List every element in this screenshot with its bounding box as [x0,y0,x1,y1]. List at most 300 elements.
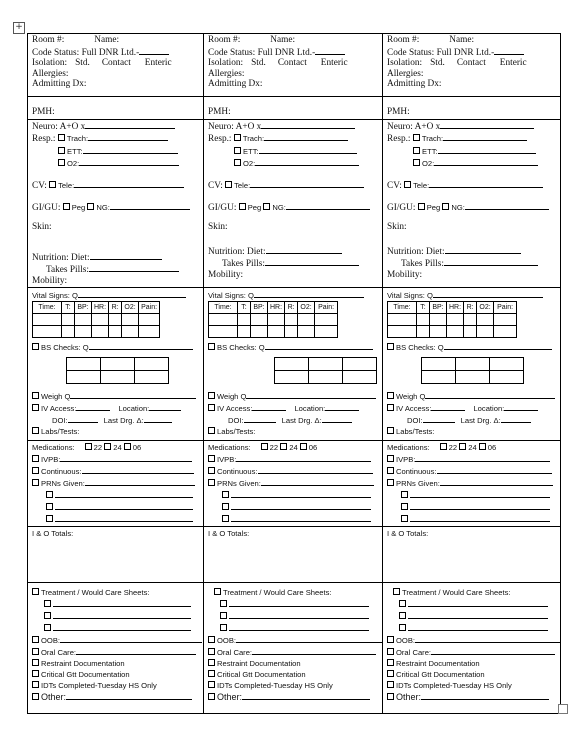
continuous-line[interactable] [437,465,552,474]
treatment-checkbox[interactable] [214,588,221,595]
isolation-enteric: Enteric [144,58,172,69]
vital-signs-line[interactable] [78,289,186,298]
prn-item-line[interactable] [55,513,193,522]
med-06-checkbox[interactable] [300,443,307,450]
bs-cell[interactable] [67,358,101,371]
bs-checks-line[interactable] [89,341,193,350]
resp-label: Resp.: [32,134,56,145]
vs-cell[interactable] [315,314,338,326]
med-22-checkbox[interactable] [85,443,92,450]
vs-col-header: Time: [33,302,62,314]
bs-checks-checkbox[interactable] [32,343,39,350]
systems-cell [383,97,561,288]
ett-checkbox[interactable] [413,147,420,154]
prn-item-checkbox[interactable] [46,491,53,498]
prns-line[interactable] [440,477,553,486]
oob-checkbox[interactable] [208,636,215,643]
critical-gtt-checkbox[interactable] [387,670,394,677]
admitting-label: Admitting Dx: [208,79,263,90]
bs-cell[interactable] [101,358,135,371]
ng-checkbox[interactable] [442,203,449,210]
nutrition-label: Nutrition: Diet: [32,252,90,263]
table-resize-handle[interactable] [558,704,568,714]
bs-checks-label: BS Checks: Q [217,343,265,353]
gigu-line[interactable] [286,201,370,210]
peg-checkbox[interactable] [63,203,70,210]
other-line[interactable] [421,691,549,700]
vs-cell[interactable] [109,326,122,338]
treatment-checkbox[interactable] [393,588,400,595]
code-status-line[interactable] [315,46,345,55]
room-label: Room #: [32,35,65,45]
med-22-checkbox[interactable] [261,443,268,450]
oob-line[interactable] [236,634,382,643]
mobility-label: Mobility: [32,275,68,286]
vs-cell[interactable] [251,326,268,338]
vs-cell[interactable] [477,314,494,326]
continuous-line[interactable] [82,465,194,474]
treatment-checkbox[interactable] [32,588,39,595]
vs-cell[interactable] [285,314,298,326]
prn-item-checkbox[interactable] [401,491,408,498]
oral-care-line[interactable] [431,646,555,655]
weigh-label: Weigh Q [217,392,247,402]
vs-cell[interactable] [62,326,75,338]
vs-cell[interactable] [122,314,139,326]
o2-line[interactable] [434,157,538,166]
prn-item-line[interactable] [410,501,550,510]
tele-checkbox[interactable] [404,181,411,188]
labs-checkbox[interactable] [208,427,215,434]
ng-label: NG: [272,203,286,213]
vs-cell[interactable] [430,314,447,326]
oral-care-checkbox[interactable] [387,648,394,655]
treatment-item-checkbox[interactable] [44,624,51,631]
mobility-label: Mobility: [387,269,423,280]
bs-checks-line[interactable] [265,341,373,350]
vs-cell[interactable] [92,314,109,326]
ng-checkbox[interactable] [263,203,270,210]
last-drg-line[interactable] [322,414,352,423]
diet-line[interactable] [90,251,162,260]
vital-signs-line[interactable] [254,289,364,298]
bs-checks-label: BS Checks: Q [41,343,89,353]
weigh-checkbox[interactable] [32,392,39,399]
trach-line[interactable] [264,132,348,141]
prn-item-checkbox[interactable] [401,503,408,510]
vs-cell[interactable] [417,326,430,338]
prns-checkbox[interactable] [387,479,394,486]
trach-line[interactable] [88,132,168,141]
other-checkbox[interactable] [387,693,394,700]
allergies-label: Allergies: [387,68,424,79]
neuro-line[interactable] [261,120,355,129]
ett-line[interactable] [438,145,536,154]
med-24-checkbox[interactable] [104,443,111,450]
vs-col-header: R: [285,302,298,314]
prn-item-line[interactable] [55,501,193,510]
vs-cell[interactable] [430,326,447,338]
o2-label: O2: [67,158,80,168]
location-line[interactable] [504,402,538,411]
vs-col-header: BP: [75,302,92,314]
med-24-label: 24 [289,443,298,453]
code-status-line[interactable] [494,46,524,55]
med-24-checkbox[interactable] [459,443,466,450]
bs-cell[interactable] [309,358,343,371]
bs-cell[interactable] [135,358,169,371]
prn-item-checkbox[interactable] [222,503,229,510]
prn-item-checkbox[interactable] [46,515,53,522]
other-label: Other: [41,692,67,703]
oob-checkbox[interactable] [32,636,39,643]
neuro-line[interactable] [440,120,534,129]
continuous-line[interactable] [258,465,373,474]
treatment-item-line[interactable] [53,622,191,631]
bs-cell[interactable] [456,371,490,384]
vs-cell[interactable] [92,326,109,338]
prns-checkbox[interactable] [32,479,39,486]
vs-cell[interactable] [109,314,122,326]
bs-cell[interactable] [101,371,135,384]
ivpb-line[interactable] [236,453,371,462]
location-line[interactable] [325,402,359,411]
treatment-item-line[interactable] [229,598,369,607]
vs-cell[interactable] [298,326,315,338]
treatment-item-checkbox[interactable] [220,624,227,631]
trach-checkbox[interactable] [413,134,420,141]
vital-signs-grid [208,301,338,338]
oral-care-line[interactable] [76,646,196,655]
peg-checkbox[interactable] [239,203,246,210]
last-drg-label: Last Drg. Δ: [281,416,322,426]
other-line[interactable] [66,691,192,700]
iv-access-checkbox[interactable] [208,404,215,411]
cv-line[interactable] [250,179,364,188]
bs-cell[interactable] [490,371,524,384]
other-checkbox[interactable] [208,693,215,700]
bs-cell[interactable] [67,371,101,384]
vs-col-header: Pain: [315,302,338,314]
code-status-label: Code Status: Full DNR Ltd.- [387,47,495,58]
vital-signs-label: Vital Signs: Q [387,291,433,301]
vs-cell[interactable] [33,314,62,326]
vs-cell[interactable] [209,314,238,326]
prn-item-checkbox[interactable] [222,491,229,498]
idts-checkbox[interactable] [208,681,215,688]
vs-cell[interactable] [477,326,494,338]
ng-checkbox[interactable] [87,203,94,210]
vs-col-header: T: [238,302,251,314]
ivpb-checkbox[interactable] [387,455,394,462]
prn-item-line[interactable] [231,501,371,510]
vs-cell[interactable] [268,326,285,338]
vs-cell[interactable] [238,326,251,338]
continuous-checkbox[interactable] [208,467,215,474]
trach-line[interactable] [443,132,527,141]
continuous-checkbox[interactable] [387,467,394,474]
ett-line[interactable] [83,145,178,154]
neuro-line[interactable] [85,120,175,129]
vs-cell[interactable] [388,326,417,338]
treatment-item-checkbox[interactable] [399,624,406,631]
oral-care-line[interactable] [252,646,376,655]
prn-item-line[interactable] [410,489,550,498]
treatment-item-checkbox[interactable] [220,612,227,619]
prn-item-line[interactable] [55,489,193,498]
ivpb-checkbox[interactable] [32,455,39,462]
o2-line[interactable] [79,157,179,166]
peg-label: Peg [247,203,262,213]
iv-access-line[interactable] [431,402,465,411]
gigu-label: GI/GU: [32,203,61,214]
room-label: Room #: [387,35,420,45]
bs-cell[interactable] [490,358,524,371]
vs-cell[interactable] [139,326,160,338]
vitals-cell [204,288,383,441]
treatment-item-line[interactable] [229,622,369,631]
treatment-item-line[interactable] [53,610,191,619]
weigh-checkbox[interactable] [208,392,215,399]
vs-col-header: Time: [388,302,417,314]
table-move-handle[interactable]: + [13,22,25,34]
trach-checkbox[interactable] [58,134,65,141]
idts-checkbox[interactable] [32,681,39,688]
treatment-item-checkbox[interactable] [399,600,406,607]
treatment-item-checkbox[interactable] [44,600,51,607]
ivpb-label: IVPB: [217,455,237,465]
labs-checkbox[interactable] [32,427,39,434]
tele-checkbox[interactable] [225,181,232,188]
ivpb-line[interactable] [60,453,192,462]
weigh-label: Weigh Q [396,392,426,402]
prn-item-line[interactable] [410,513,550,522]
ett-line[interactable] [259,145,357,154]
treatment-item-checkbox[interactable] [44,612,51,619]
vital-signs-grid [32,301,160,338]
diet-line[interactable] [266,245,342,254]
vs-cell[interactable] [494,314,517,326]
critical-gtt-label: Critical Gtt Documentation [217,670,306,680]
vs-cell[interactable] [268,314,285,326]
bs-cell[interactable] [422,358,456,371]
vs-cell[interactable] [447,326,464,338]
vs-col-header: Pain: [494,302,517,314]
restraint-checkbox[interactable] [387,659,394,666]
bs-cell[interactable] [343,371,377,384]
last-drg-line[interactable] [144,414,172,423]
weigh-line[interactable] [425,390,555,399]
oral-care-label: Oral Care: [41,648,77,658]
continuous-label: Continuous: [396,467,437,477]
vs-cell[interactable] [75,326,92,338]
vs-cell[interactable] [75,314,92,326]
treatment-item-line[interactable] [229,610,369,619]
weigh-checkbox[interactable] [387,392,394,399]
prn-item-checkbox[interactable] [222,515,229,522]
io-totals-label: I & O Totals: [208,529,250,539]
bs-cell[interactable] [343,358,377,371]
bs-cell[interactable] [135,371,169,384]
vs-cell[interactable] [298,314,315,326]
treatment-item-line[interactable] [53,598,191,607]
o2-checkbox[interactable] [413,159,420,166]
vs-cell[interactable] [238,314,251,326]
allergies-label: Allergies: [32,68,69,79]
vs-cell[interactable] [417,314,430,326]
oob-checkbox[interactable] [387,636,394,643]
oob-line[interactable] [415,634,561,643]
tele-checkbox[interactable] [49,181,56,188]
doi-line[interactable] [423,414,455,423]
critical-gtt-checkbox[interactable] [32,670,39,677]
med-06-checkbox[interactable] [479,443,486,450]
ett-checkbox[interactable] [234,147,241,154]
vital-signs-label: Vital Signs: Q [208,291,254,301]
weigh-line[interactable] [70,390,196,399]
location-line[interactable] [149,402,181,411]
prns-line[interactable] [261,477,374,486]
iv-access-checkbox[interactable] [387,404,394,411]
vs-cell[interactable] [33,326,62,338]
prn-item-line[interactable] [231,489,371,498]
bs-checks-grid [66,357,169,384]
isolation-enteric: Enteric [499,58,527,69]
o2-checkbox[interactable] [58,159,65,166]
oob-line[interactable] [60,634,202,643]
bs-cell[interactable] [275,371,309,384]
vs-cell[interactable] [122,326,139,338]
med-06-checkbox[interactable] [124,443,131,450]
critical-gtt-checkbox[interactable] [208,670,215,677]
idts-label: IDTs Completed-Tuesday HS Only [217,681,333,691]
last-drg-line[interactable] [501,414,531,423]
treatment-item-line[interactable] [408,622,548,631]
bs-cell[interactable] [422,371,456,384]
vs-col-header: O2: [122,302,139,314]
cv-line[interactable] [429,179,543,188]
iv-access-label: IV Access: [396,404,432,414]
vs-cell[interactable] [251,314,268,326]
bs-cell[interactable] [456,358,490,371]
restraint-checkbox[interactable] [208,659,215,666]
trach-checkbox[interactable] [234,134,241,141]
bs-checks-checkbox[interactable] [208,343,215,350]
med-22-checkbox[interactable] [440,443,447,450]
oral-care-checkbox[interactable] [32,648,39,655]
bs-checks-checkbox[interactable] [387,343,394,350]
treatment-item-line[interactable] [408,610,548,619]
diet-line[interactable] [445,245,521,254]
vs-cell[interactable] [285,326,298,338]
treatment-item-checkbox[interactable] [399,612,406,619]
labs-checkbox[interactable] [387,427,394,434]
medications-cell [204,441,383,527]
neuro-label: Neuro: A+O x [32,121,86,132]
systems-cell [204,97,383,288]
restraint-checkbox[interactable] [32,659,39,666]
takes-pills-line[interactable] [89,263,179,272]
restraint-label: Restraint Documentation [41,659,125,669]
oob-label: OOB: [217,636,236,646]
bs-cell[interactable] [275,358,309,371]
vs-cell[interactable] [464,314,477,326]
vs-cell[interactable] [209,326,238,338]
isolation-contact: Contact [456,58,486,69]
other-line[interactable] [242,691,370,700]
prns-line[interactable] [85,477,195,486]
cv-line[interactable] [74,179,184,188]
vital-signs-line[interactable] [433,289,543,298]
o2-checkbox[interactable] [234,159,241,166]
vs-cell[interactable] [494,326,517,338]
ivpb-line[interactable] [415,453,550,462]
tele-label: Tele: [58,180,75,190]
restraint-label: Restraint Documentation [217,659,301,669]
name-label: Name: [270,35,296,45]
o2-line[interactable] [255,157,359,166]
gigu-line[interactable] [110,201,190,210]
oral-care-checkbox[interactable] [208,648,215,655]
vs-cell[interactable] [447,314,464,326]
vs-col-header: HR: [92,302,109,314]
med-06-label: 06 [132,443,142,453]
vs-cell[interactable] [388,314,417,326]
allergies-label: Allergies: [208,68,245,79]
ett-checkbox[interactable] [58,147,65,154]
skin-label: Skin: [387,221,407,232]
iv-access-checkbox[interactable] [32,404,39,411]
other-checkbox[interactable] [32,693,39,700]
takes-pills-line[interactable] [265,257,359,266]
prn-item-checkbox[interactable] [401,515,408,522]
takes-pills-line[interactable] [444,257,538,266]
prns-checkbox[interactable] [208,479,215,486]
bs-checks-line[interactable] [444,341,552,350]
iv-access-line[interactable] [76,402,110,411]
vs-cell[interactable] [62,314,75,326]
vs-cell[interactable] [464,326,477,338]
med-22-label: 22 [93,443,103,453]
prns-label: PRNs Given: [217,479,261,489]
doi-line[interactable] [244,414,276,423]
oral-care-label: Oral Care: [217,648,253,658]
bs-cell[interactable] [309,371,343,384]
idts-checkbox[interactable] [387,681,394,688]
takes-pills-label: Takes Pills: [222,259,265,270]
code-status-line[interactable] [139,46,169,55]
ivpb-label: IVPB: [41,455,61,465]
continuous-checkbox[interactable] [32,467,39,474]
vs-cell[interactable] [139,314,160,326]
gigu-line[interactable] [465,201,549,210]
vs-cell[interactable] [315,326,338,338]
prn-item-checkbox[interactable] [46,503,53,510]
ivpb-checkbox[interactable] [208,455,215,462]
oob-label: OOB: [396,636,415,646]
med-22-label: 22 [269,443,279,453]
iv-access-line[interactable] [252,402,286,411]
doi-line[interactable] [68,414,98,423]
treatment-item-line[interactable] [408,598,548,607]
prn-item-line[interactable] [231,513,371,522]
peg-checkbox[interactable] [418,203,425,210]
weigh-line[interactable] [246,390,376,399]
neuro-label: Neuro: A+O x [208,121,262,132]
treatment-item-checkbox[interactable] [220,600,227,607]
isolation-contact: Contact [101,58,131,69]
med-24-checkbox[interactable] [280,443,287,450]
